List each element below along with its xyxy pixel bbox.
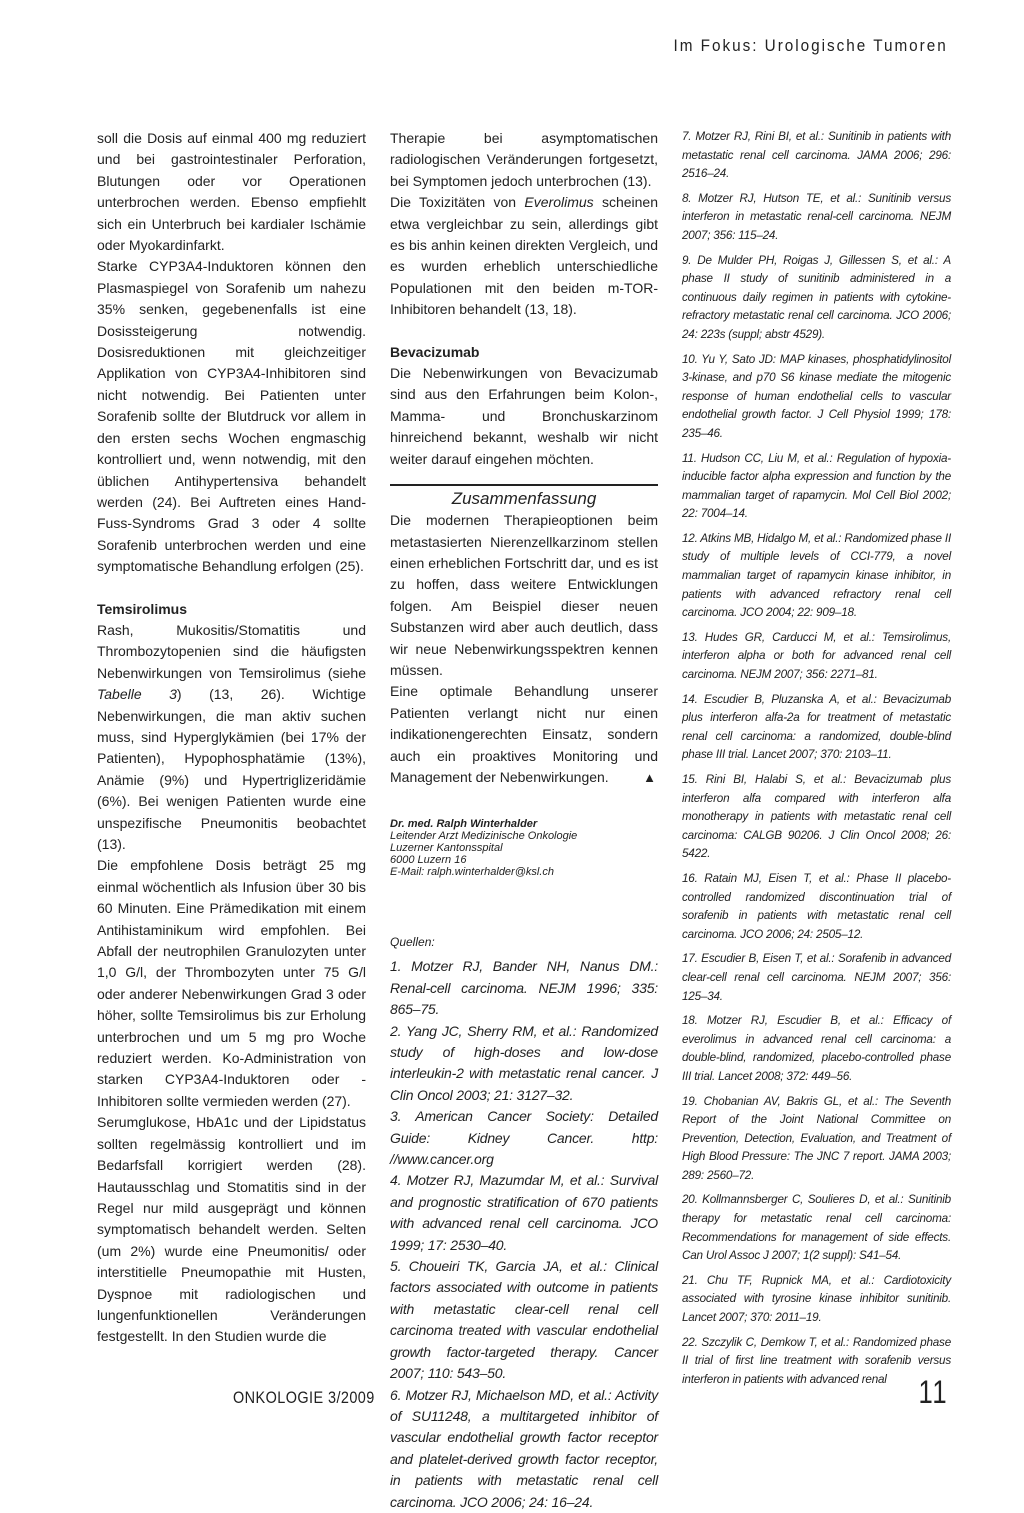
paragraph: soll die Dosis auf einmal 400 mg reduziert und bei gastrointestinaler Perforation, Blutungen oder vor Operationen unterbrochen werden. Ebenso empfiehlt sich ein Unterbruch bei kardialer Ischämie oder Myokardinfarkt. <box>97 130 366 254</box>
section-title-zusammenfassung: Zusammenfassung <box>390 484 658 510</box>
paragraph: Die empfohlene Dosis beträgt 25 mg einmal wöchentlich als Infusion über 30 bis 60 Minuten. Eine Prämedikation mit einem Antihistaminikum wird empfohlen. Bei Abfall der neutrophilen Granulozyten unter 1,0 G/l, der Thrombozyten unter 75 G/l oder anderer Nebenwirkungen Grad 3 oder höher, sollte Temsirolimus bis zur Erholung unterbrochen und um 5 mg pro Woche reduziert werden. Ko-Administration von starken CYP3A4-Induktoren oder -Inhibitoren sollte vermieden werden (27). <box>97 857 366 1109</box>
reference-item: 20. Kollmannsberger C, Soulieres D, et al.: Sunitinib therapy for metastatic renal cell carcinoma: Recommendations for management of side effects. Can Urol Assoc J 2007; 1(2 suppl): S41–54. <box>682 1193 951 1263</box>
reference-item: 13. Hudes GR, Carducci M, et al.: Temsirolimus, interferon alpha or both for advanced renal cell carcinoma. NEJM 2007; 356: 2271–81. <box>682 630 951 682</box>
reference-item: 6. Motzer RJ, Michaelson MD, et al.: Activity of SU11248, a multitargeted inhibitor of vascular endothelial growth factor receptor and platelet-derived growth factor receptor, in patients with metastatic renal cell carcinoma. JCO 2006; 24: 16–24. <box>390 1386 658 1510</box>
reference-item: 5. Choueiri TK, Garcia JA, et al.: Clinical factors associated with outcome in patients with metastatic clear-cell renal cell carcinoma treated with vascular endothelial growth factor-targeted therapy. Cancer 2007; 110: 543–50. <box>390 1258 658 1382</box>
paragraph: Serumglukose, HbA1c und der Lipidstatus sollten regelmässig kontrolliert und im Bedarfsfall korrigiert werden (28). Hautausschlag und Stomatitis sind in der Regel nur mild ausgeprägt und können symptomatisch behandelt werden. Selten (um 2%) wurde eine Pneumonitis/ oder interstitielle Pneumopathie mit Husten, Dyspnoe mit radiologischen und lungenfunktionellen Veränderungen festgestellt. In den Studien wurde die <box>97 1114 366 1345</box>
author-position: Leitender Arzt Medizinische Onkologie <box>390 830 578 843</box>
section-heading-temsirolimus: Temsirolimus <box>97 600 187 617</box>
reference-item: 18. Motzer RJ, Escudier B, et al.: Efficacy of everolimus in advanced renal cell carcinoma: a double-blind, randomized, placebo-controlled phase III trial. Lancet 2008; 372: 449–56. <box>682 1014 951 1083</box>
section-heading-bevacizumab: Bevacizumab <box>390 343 480 360</box>
end-mark-icon: ▲ <box>643 769 656 785</box>
reference-item: 21. Chu TF, Rupnick MA, et al.: Cardiotoxicity associated with tyrosine kinase inhibitor sunitinib. Lancet 2007; 370: 2011–19. <box>682 1273 951 1325</box>
paragraph: Eine optimale Behandlung unserer Patienten verlangt nicht nur einen indikationengerechten Einsatz, sondern auch ein proaktives Monitoring und Management der Nebenwirkungen. ▲ <box>390 681 658 788</box>
reference-item: 7. Motzer RJ, Rini BI, et al.: Sunitinib in patients with metastatic renal cell carcinoma. JAMA 2006; 296: 2516–24. <box>682 130 951 181</box>
paragraph: Die modernen Therapieoptionen beim metastasierten Nierenzellkarzinom stellen einen erheblichen Fortschritt dar, und es ist zu hoffen, dass weitere Entwicklungen folgen. Am Beispiel dieser neuen Substanzen wird aber auch deutlich, dass wir neue Nebenwirkungsspektren kennen müssen. <box>390 512 658 678</box>
reference-item: 9. De Mulder PH, Roigas J, Gillessen S, et al.: A phase II study of sunitinib administered in a continuous daily regimen in patients with cytokine-refractory metastatic renal cell carcinoma. JCO 2006; 24: 223s (suppl; abstr 4529). <box>682 253 951 341</box>
journal-issue: ONKOLOGIE 3/2009 <box>233 1388 375 1407</box>
reference-item: 1. Motzer RJ, Bander NH, Nanus DM.: Renal-cell carcinoma. NEJM 1996; 335: 865–75. <box>390 958 658 1018</box>
column-3-references <box>682 128 951 1395</box>
column-2 <box>390 128 658 1513</box>
reference-item: 11. Hudson CC, Liu M, et al.: Regulation of hypoxia-inducible factor alpha expression and function by the mammalian target of rapamycin. Mol Cell Biol 2002; 22: 7004–14. <box>682 451 951 521</box>
references-title: Quellen: <box>390 935 435 950</box>
reference-item: 10. Yu Y, Sato JD: MAP kinases, phosphatidylinositol 3-kinase, and p70 S6 kinase mediate the mitogenic response of human endothelial cells to vascular endothelial growth factor. J Cell Physiol 1999; 178: 235–46. <box>682 352 951 440</box>
author-address: 6000 Luzern 16 <box>390 854 467 867</box>
reference-item: 2. Yang JC, Sherry RM, et al.: Randomized study of high-doses and low-dose interleukin-2 with metastatic renal cancer. J Clin Oncol 2003; 21: 3127–32. <box>390 1022 658 1103</box>
reference-item: 8. Motzer RJ, Hutson TE, et al.: Sunitinib versus interferon in metastatic renal-cell carcinoma. NEJM 2007; 356: 115–24. <box>682 191 951 242</box>
reference-item: 3. American Cancer Society: Detailed Guide: Kidney Cancer. http: //www.cancer.org <box>390 1108 658 1168</box>
reference-item: 22. Szczylik C, Demkow T, et al.: Randomized phase II trial of first line treatment with sorafenib versus interferon in patients with advanced renal <box>682 1335 951 1386</box>
paragraph: Starke CYP3A4-Induktoren können den Plasmaspiegel von Sorafenib um nahezu 35% senken, gegebenenfalls ist eine Dosissteigerung notwendig. Dosisreduktionen mit gleichzeitiger Applikation von CYP3A4-Inhibitoren sind nicht notwendig. Bei Patienten unter Sorafenib sollte der Blutdruck vor allem in den ersten sechs Wochen engmaschig kontrolliert und, wenn notwendig, mit den üblichen Antihypertensiva behandelt werden (24). Bei Auftreten eines Hand-Fuss-Syndroms Grad 3 oder 4 sollte Sorafenib unterbrochen werden und eine symptomatische Behandlung erfolgen (25). <box>97 258 366 575</box>
reference-item: 16. Ratain MJ, Eisen T, et al.: Phase II placebo-controlled randomized discontinuation trial of sorafenib in patients with metastatic renal cell carcinoma. JCO 2006; 24: 2505–12. <box>682 871 951 941</box>
reference-item: 17. Escudier B, Eisen T, et al.: Sorafenib in advanced clear-cell renal cell carcinoma. NEJM 2007; 356: 125–34. <box>682 952 951 1003</box>
reference-item: 19. Chobanian AV, Bakris GL, et al.: The Seventh Report of the Joint National Committee on Prevention, Detection, Evaluation, and Treatment of High Blood Pressure: The JNC 7 report. JAMA 2003; 289: 2560–72. <box>682 1094 951 1182</box>
paragraph: Rash, Mukositis/Stomatitis und Thrombozytopenien sind die häufigsten Nebenwirkungen von Temsirolimus (siehe Tabelle 3) (13, 26). Wichtige Nebenwirkungen, die man aktiv suchen muss, sind Hyperglykämien (bei 17% der Patienten), Hypophosphatämie (13%), Anämie (9%) und Hypertriglizeridämie (6%). Bei wenigen Patienten wurde eine unspezifische Pneumonitis beobachtet (13). <box>97 621 366 852</box>
author-block <box>390 818 658 878</box>
paragraph: Die Nebenwirkungen von Bevacizumab sind aus den Erfahrungen beim Kolon-, Mamma- und Bronchuskarzinom hinreichend bekannt, weshalb wir nicht weiter darauf eingehen möchten. <box>390 365 658 467</box>
author-name: Dr. med. Ralph Winterhalder <box>390 818 538 831</box>
page-number: 11 <box>918 1374 948 1410</box>
running-header: Im Fokus: Urologische Tumoren <box>673 36 948 55</box>
paragraph: Therapie bei asymptomatischen radiologischen Veränderungen fortgesetzt, bei Symptomen jedoch unterbrochen (13). <box>390 130 658 189</box>
author-institution: Luzerner Kantonsspital <box>390 842 503 855</box>
column-1 <box>97 128 366 1348</box>
paragraph: Die Toxizitäten von Everolimus scheinen etwa vergleichbar zu sein, allerdings gibt es bis anhin keinen direkten Vergleich, und es wurden erheblich unterschiedliche Populationen mit den beiden m-TOR-Inhibitoren behandelt (13, 18). <box>390 194 659 318</box>
reference-item: 12. Atkins MB, Hidalgo M, et al.: Randomized phase II study of multiple levels of CCI-779, a novel mammalian target of rapamycin kinase inhibitor, in patients with advanced refractory renal cell carcinoma. JCO 2004; 22: 909–18. <box>682 531 951 620</box>
author-email[interactable]: E-Mail: ralph.winterhalder@ksl.ch <box>390 866 555 879</box>
reference-item: 15. Rini BI, Halabi S, et al.: Bevacizumab plus interferon alfa compared with interferon alfa monotherapy in patients with metastatic renal cell carcinoma: CALGB 90206. J Clin Oncol 2008; 26: 5422. <box>682 773 951 861</box>
reference-item: 4. Motzer RJ, Mazumdar M, et al.: Survival and prognostic stratification of 670 patients with advanced renal cell carcinoma. JCO 1999; 17: 2530–40. <box>390 1172 658 1253</box>
reference-item: 14. Escudier B, Pluzanska A, et al.: Bevacizumab plus interferon alfa-2a for treatment of metastatic renal cell carcinoma: a randomized, double-blind phase III trial. Lancet 2007; 370: 2103–11. <box>682 692 951 762</box>
